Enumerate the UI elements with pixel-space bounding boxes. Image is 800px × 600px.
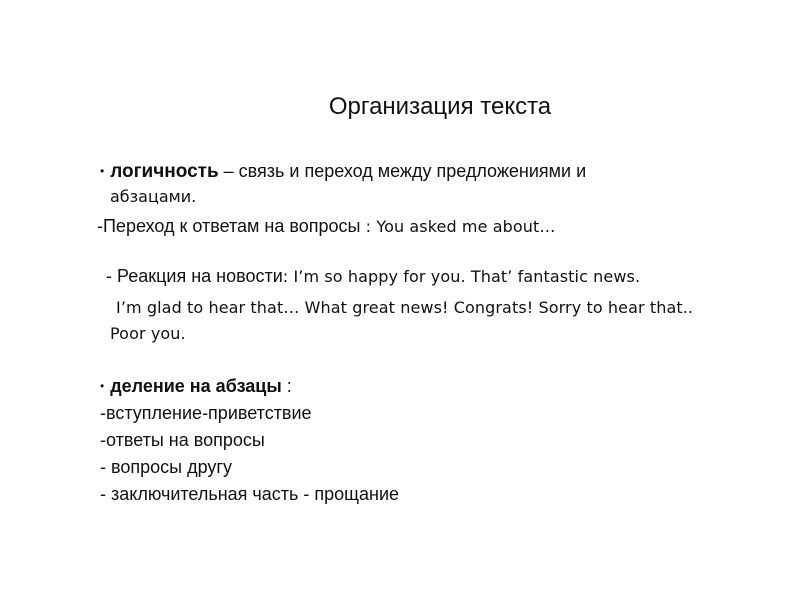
logic-term: логичность: [110, 161, 219, 182]
paragraph-item: - вопросы другу: [100, 457, 232, 477]
paragraph-item: - заключительная часть - прощание: [100, 484, 400, 504]
news-example1: : I’m so happy for you. That’ fantastic news.: [282, 267, 641, 286]
news-prefix: - Реакция на новости: [106, 266, 283, 286]
paragraphs-term: деление на абзацы: [110, 376, 282, 396]
answers-example: : You asked me about…: [360, 217, 556, 236]
answers-transition-line: [97, 215, 555, 238]
paragraph-item: -ответы на вопросы: [100, 430, 265, 450]
answers-prefix: -Переход к ответам на вопросы: [97, 216, 361, 236]
logic-definition-line1: – связь и переход между предложениями и: [218, 161, 587, 181]
news-example2-line: I’m glad to hear that… What great news! Congrats! Sorry to hear that..: [116, 298, 694, 317]
paragraphs-bullet-line: [100, 375, 292, 397]
news-reaction-line: [106, 265, 640, 288]
logic-bullet-line: [100, 160, 586, 183]
paragraph-item: -вступление-приветствие: [100, 403, 312, 423]
logic-definition-line2: абзацами.: [110, 187, 197, 206]
news-example3-line: Poor you.: [110, 324, 186, 343]
slide-title: Организация текста: [328, 93, 552, 120]
paragraphs-term-suffix: :: [281, 376, 292, 396]
bullet-icon: •: [100, 379, 105, 393]
bullet-icon: •: [100, 164, 105, 178]
